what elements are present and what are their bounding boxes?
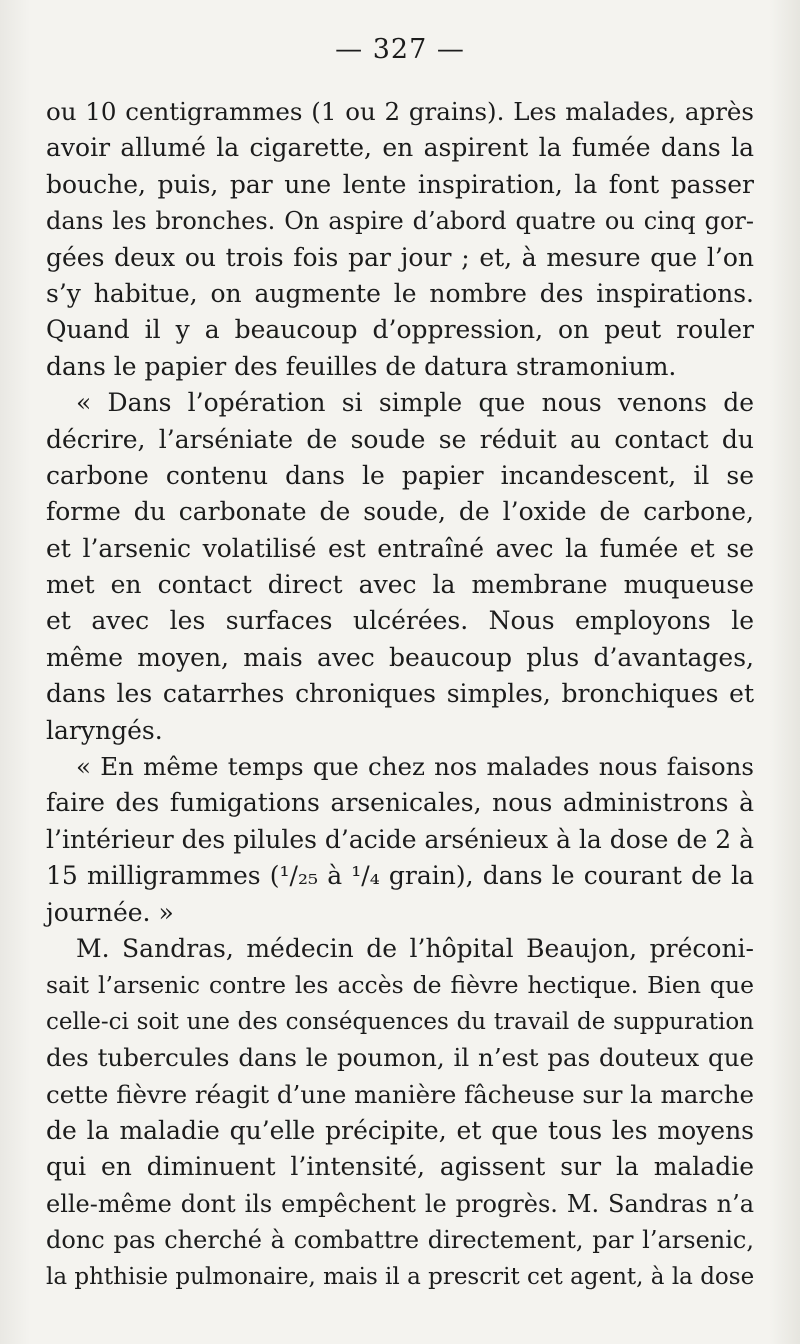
- text-line: sait l’arsenic contre les accès de fièvre hectique. Bien que: [46, 971, 754, 1000]
- text-line: dans les bronches. On aspire d’abord quatre ou cinq gor-: [46, 207, 754, 236]
- text-line: M. Sandras, médecin de l’hôpital Beaujon, préconi-: [76, 933, 754, 963]
- text-line: journée. »: [46, 897, 174, 927]
- text-line: ou 10 centigrammes (1 ou 2 grains). Les malades, après: [46, 97, 754, 126]
- text-line: laryngés.: [46, 715, 163, 745]
- text-line: la phthisie pulmonaire, mais il a prescrit cet agent, à la dose: [46, 1263, 755, 1290]
- text-line: gées deux ou trois fois par jour ; et, à mesure que l’on: [46, 242, 754, 272]
- text-line: et l’arsenic volatilisé est entraîné avec la fumée et se: [46, 533, 754, 563]
- text-line: Quand il y a beaucoup d’oppression, on peut rouler: [46, 315, 754, 345]
- text-line: « En même temps que chez nos malades nous faisons: [76, 752, 754, 782]
- body-text: [46, 94, 754, 1295]
- text-line: décrire, l’arséniate de soude se réduit au contact du: [46, 424, 754, 454]
- text-line: met en contact direct avec la membrane muqueuse: [46, 570, 754, 600]
- text-line: dans le papier des feuilles de datura stramonium.: [46, 351, 677, 381]
- text-line: donc pas cherché à combattre directement, par l’arsenic,: [46, 1226, 754, 1255]
- text-line: même moyen, mais avec beaucoup plus d’avantages,: [46, 642, 754, 672]
- text-line: de la maladie qu’elle précipite, et que tous les moyens: [46, 1115, 754, 1145]
- page-number: — 327 —: [335, 34, 465, 65]
- text-line: et avec les surfaces ulcérées. Nous employons le: [46, 606, 754, 636]
- text-line: 15 milligrammes (¹/₂₅ à ¹/₄ grain), dans le courant de la: [46, 861, 754, 891]
- text-line: l’intérieur des pilules d’acide arsénieux à la dose de 2 à: [46, 824, 754, 854]
- text-line: « Dans l’opération si simple que nous venons de: [76, 388, 754, 418]
- text-line: forme du carbonate de soude, de l’oxide de carbone,: [46, 497, 754, 527]
- text-line: faire des fumigations arsenicales, nous administrons à: [46, 788, 754, 818]
- text-line: cette fièvre réagit d’une manière fâcheuse sur la marche: [46, 1079, 755, 1109]
- text-line: qui en diminuent l’intensité, agissent sur la maladie: [46, 1152, 754, 1182]
- text-line: bouche, puis, par une lente inspiration, la font passer: [46, 169, 754, 199]
- text-line: carbone contenu dans le papier incandescent, il se: [46, 460, 754, 490]
- text-line: elle-même dont ils empêchent le progrès. M. Sandras n’a: [46, 1189, 754, 1218]
- text-line: celle-ci soit une des conséquences du travail de suppuration: [46, 1008, 754, 1035]
- text-line: dans les catarrhes chroniques simples, bronchiques et: [46, 679, 754, 709]
- text-line: avoir allumé la cigarette, en aspirent la fumée dans la: [46, 133, 754, 163]
- text-line: s’y habitue, on augmente le nombre des inspirations.: [46, 278, 754, 308]
- text-line: des tubercules dans le poumon, il n’est pas douteux que: [46, 1043, 754, 1073]
